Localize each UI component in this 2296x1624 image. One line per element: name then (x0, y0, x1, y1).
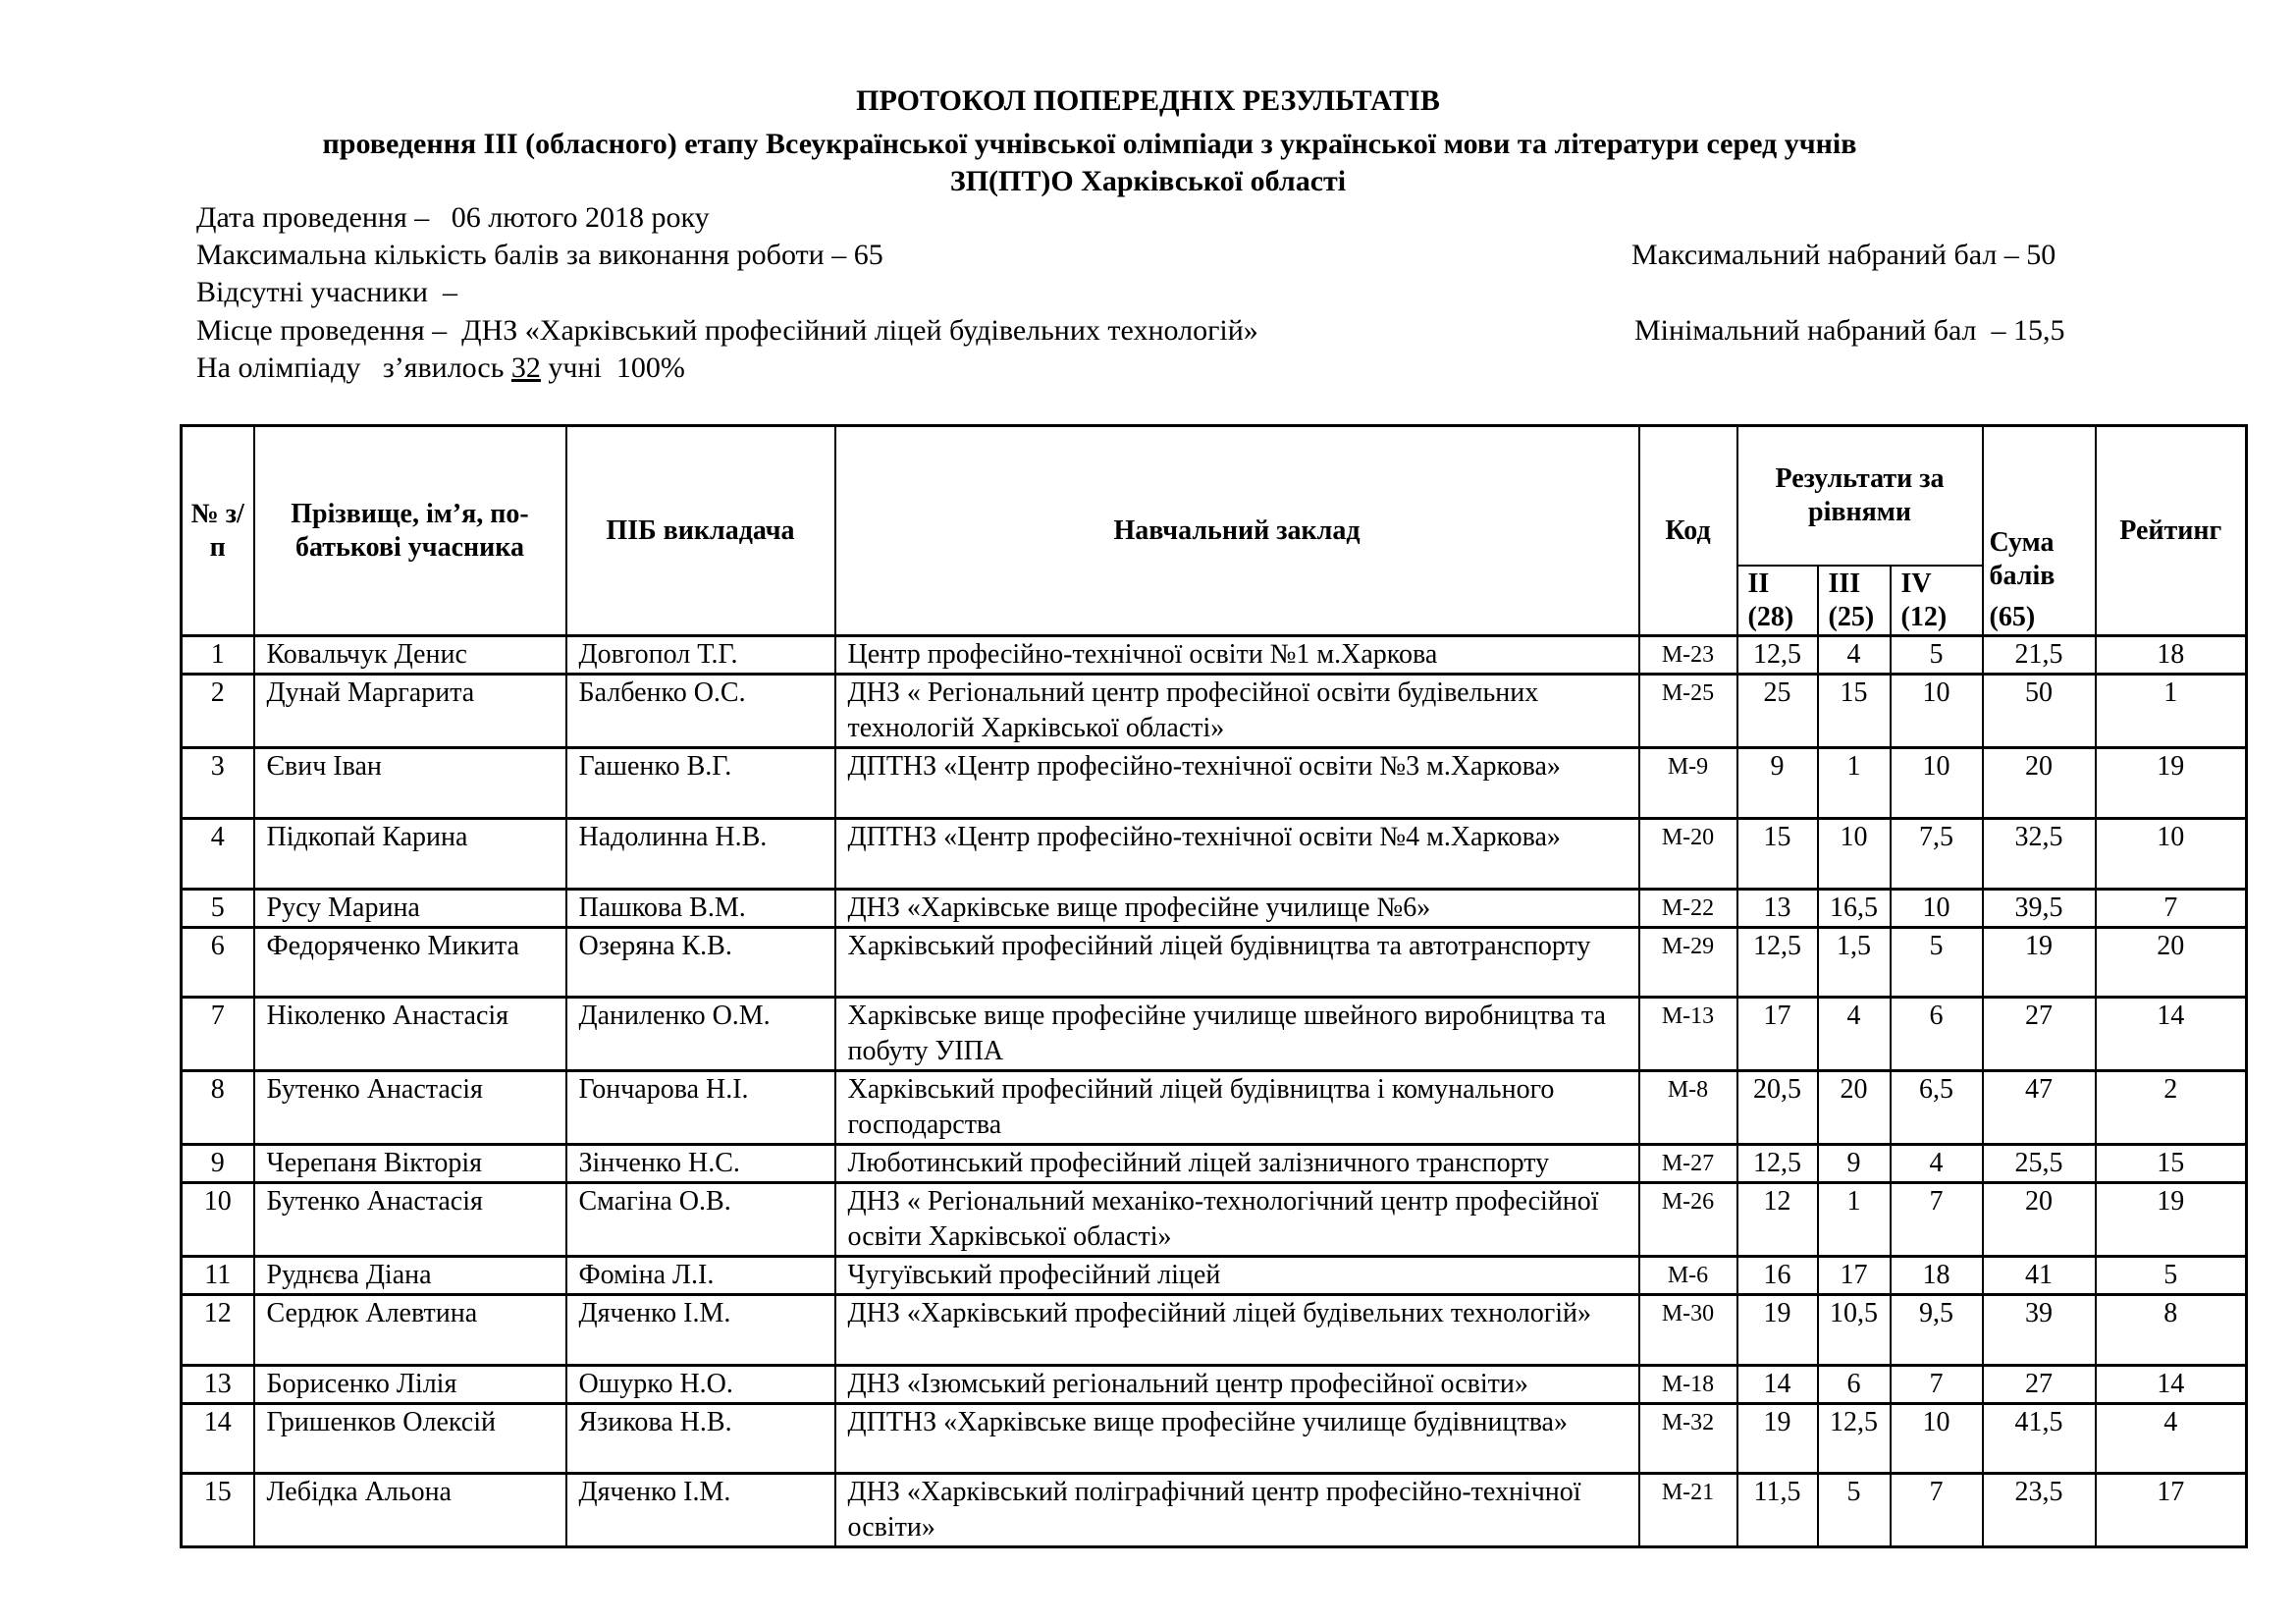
cell-teacher: Дяченко І.М. (566, 1474, 835, 1547)
cell-code: М-32 (1639, 1404, 1737, 1474)
cell-rating: 19 (2096, 748, 2247, 819)
cell-num: 5 (182, 890, 254, 928)
cell-l2: 19 (1737, 1295, 1818, 1366)
cell-name: Бутенко Анастасія (254, 1183, 566, 1257)
cell-num: 6 (182, 928, 254, 998)
cell-sum: 23,5 (1983, 1474, 2096, 1547)
cell-code: М-25 (1639, 675, 1737, 748)
cell-teacher: Зінченко Н.С. (566, 1145, 835, 1183)
cell-l3: 16,5 (1818, 890, 1891, 928)
header-sum (1983, 426, 2096, 636)
cell-teacher: Смагіна О.В. (566, 1183, 835, 1257)
table-row (182, 998, 2247, 1071)
cell-code: М-8 (1639, 1071, 1737, 1145)
cell-num: 1 (182, 636, 254, 675)
cell-school: ДНЗ «Ізюмський регіональний центр професійної освіти» (835, 1366, 1639, 1404)
cell-rating: 2 (2096, 1071, 2247, 1145)
header-level-3: ІІІ (25) (1818, 566, 1891, 636)
cell-l2: 9 (1737, 748, 1818, 819)
cell-l3: 10,5 (1818, 1295, 1891, 1366)
cell-rating: 14 (2096, 1366, 2247, 1404)
header-rating: Рейтинг (2096, 426, 2247, 636)
cell-code: М-6 (1639, 1257, 1737, 1295)
cell-l2: 25 (1737, 675, 1818, 748)
cell-l2: 12 (1737, 1183, 1818, 1257)
header-level-2: ІІ (28) (1737, 566, 1818, 636)
cell-school: Центр професійно-технічної освіти №1 м.Харкова (835, 636, 1639, 675)
cell-l4: 10 (1891, 675, 1983, 748)
cell-rating: 18 (2096, 636, 2247, 675)
cell-l4: 7 (1891, 1366, 1983, 1404)
cell-l2: 17 (1737, 998, 1818, 1071)
table-row (182, 1404, 2247, 1474)
cell-num: 7 (182, 998, 254, 1071)
cell-num: 14 (182, 1404, 254, 1474)
table-row (182, 1071, 2247, 1145)
cell-rating: 1 (2096, 675, 2247, 748)
cell-l3: 20 (1818, 1071, 1891, 1145)
cell-name: Черепаня Вікторія (254, 1145, 566, 1183)
info-max-points: Максимальна кількість балів за виконання роботи – 65 (196, 239, 883, 271)
cell-l3: 4 (1818, 636, 1891, 675)
cell-teacher: Ошурко Н.О. (566, 1366, 835, 1404)
cell-num: 13 (182, 1366, 254, 1404)
info-date: Дата проведення – 06 лютого 2018 року (196, 201, 710, 234)
cell-rating: 4 (2096, 1404, 2247, 1474)
document-subtitle: проведення ІІІ (обласного) етапу Всеукраїнської учнівської олімпіади з української мови та літератури серед учнів (322, 128, 1857, 160)
header-sum-label: Сума балів (1989, 527, 2056, 591)
cell-l4: 10 (1891, 1404, 1983, 1474)
cell-teacher: Пашкова В.М. (566, 890, 835, 928)
info-venue: Місце проведення – ДНЗ «Харківський професійний ліцей будівельних технологій» (196, 314, 1258, 347)
table-row (182, 1474, 2247, 1547)
cell-l3: 5 (1818, 1474, 1891, 1547)
cell-num: 3 (182, 748, 254, 819)
info-absent: Відсутні учасники – (196, 276, 457, 308)
cell-name: Федоряченко Микита (254, 928, 566, 998)
cell-l4: 5 (1891, 636, 1983, 675)
cell-num: 12 (182, 1295, 254, 1366)
cell-num: 11 (182, 1257, 254, 1295)
cell-num: 15 (182, 1474, 254, 1547)
document-subtitle-region: ЗП(ПТ)О Харківської області (949, 165, 1347, 197)
cell-l3: 17 (1818, 1257, 1891, 1295)
cell-l2: 11,5 (1737, 1474, 1818, 1547)
attended-suffix: учні 100% (540, 352, 685, 384)
header-level-4: IV (12) (1891, 566, 1983, 636)
cell-sum: 21,5 (1983, 636, 2096, 675)
header-school: Навчальний заклад (835, 426, 1639, 636)
header-name: Прізвище, ім’я, по-батькові учасника (254, 426, 566, 636)
cell-school: ДНЗ «Харківське вище професійне училище №6» (835, 890, 1639, 928)
cell-l4: 9,5 (1891, 1295, 1983, 1366)
cell-code: М-21 (1639, 1474, 1737, 1547)
cell-teacher: Дяченко І.М. (566, 1295, 835, 1366)
cell-l4: 7 (1891, 1183, 1983, 1257)
cell-sum: 50 (1983, 675, 2096, 748)
table-row (182, 748, 2247, 819)
cell-teacher: Язикова Н.В. (566, 1404, 835, 1474)
cell-teacher: Фоміна Л.І. (566, 1257, 835, 1295)
cell-l3: 9 (1818, 1145, 1891, 1183)
cell-school: Харківське вище професійне училище швейного виробництва та побуту УІПА (835, 998, 1639, 1071)
cell-name: Євич Іван (254, 748, 566, 819)
cell-sum: 27 (1983, 1366, 2096, 1404)
cell-rating: 14 (2096, 998, 2247, 1071)
cell-teacher: Даниленко О.М. (566, 998, 835, 1071)
cell-sum: 47 (1983, 1071, 2096, 1145)
cell-name: Борисенко Лілія (254, 1366, 566, 1404)
table-row (182, 928, 2247, 998)
cell-name: Руднєва Діана (254, 1257, 566, 1295)
document-title: ПРОТОКОЛ ПОПЕРЕДНІХ РЕЗУЛЬТАТІВ (856, 84, 1440, 117)
cell-name: Бутенко Анастасія (254, 1071, 566, 1145)
cell-code: М-9 (1639, 748, 1737, 819)
table-row (182, 819, 2247, 890)
cell-teacher: Балбенко О.С. (566, 675, 835, 748)
cell-name: Ніколенко Анастасія (254, 998, 566, 1071)
cell-rating: 10 (2096, 819, 2247, 890)
cell-l4: 7 (1891, 1474, 1983, 1547)
cell-code: М-26 (1639, 1183, 1737, 1257)
table-row (182, 1183, 2247, 1257)
cell-rating: 5 (2096, 1257, 2247, 1295)
cell-code: М-30 (1639, 1295, 1737, 1366)
cell-l4: 10 (1891, 748, 1983, 819)
cell-l4: 6,5 (1891, 1071, 1983, 1145)
cell-num: 2 (182, 675, 254, 748)
cell-rating: 17 (2096, 1474, 2247, 1547)
results-table (180, 424, 2248, 1548)
cell-l4: 18 (1891, 1257, 1983, 1295)
cell-school: Чугуївський професійний ліцей (835, 1257, 1639, 1295)
cell-teacher: Озеряна К.В. (566, 928, 835, 998)
cell-l2: 15 (1737, 819, 1818, 890)
cell-l2: 12,5 (1737, 928, 1818, 998)
cell-school: ДПТНЗ «Харківське вище професійне училище будівництва» (835, 1404, 1639, 1474)
cell-num: 8 (182, 1071, 254, 1145)
cell-code: М-23 (1639, 636, 1737, 675)
header-results: Результати за рівнями (1737, 426, 1983, 566)
header-teacher: ПІБ викладача (566, 426, 835, 636)
cell-num: 4 (182, 819, 254, 890)
cell-teacher: Гашенко В.Г. (566, 748, 835, 819)
cell-teacher: Гончарова Н.І. (566, 1071, 835, 1145)
cell-l2: 13 (1737, 890, 1818, 928)
attended-prefix: На олімпіаду з’явилось (196, 352, 511, 384)
table-row (182, 675, 2247, 748)
table-row (182, 636, 2247, 675)
cell-l4: 4 (1891, 1145, 1983, 1183)
cell-school: ДНЗ « Регіональний механіко-технологічний центр професійної освіти Харківської області» (835, 1183, 1639, 1257)
cell-l2: 12,5 (1737, 1145, 1818, 1183)
cell-sum: 20 (1983, 748, 2096, 819)
cell-sum: 32,5 (1983, 819, 2096, 890)
cell-sum: 41,5 (1983, 1404, 2096, 1474)
cell-name: Дунай Маргарита (254, 675, 566, 748)
cell-name: Лебідка Альона (254, 1474, 566, 1547)
cell-sum: 41 (1983, 1257, 2096, 1295)
cell-school: ДНЗ « Регіональний центр професійної освіти будівельних технологій Харківської області» (835, 675, 1639, 748)
table-row (182, 1366, 2247, 1404)
table-row (182, 1145, 2247, 1183)
cell-code: М-13 (1639, 998, 1737, 1071)
cell-code: М-18 (1639, 1366, 1737, 1404)
cell-name: Русу Марина (254, 890, 566, 928)
cell-school: ДНЗ «Харківський поліграфічний центр професійно-технічної освіти» (835, 1474, 1639, 1547)
cell-school: Харківський професійний ліцей будівництва і комунального господарства (835, 1071, 1639, 1145)
cell-l4: 5 (1891, 928, 1983, 998)
cell-school: Харківський професійний ліцей будівництва та автотранспорту (835, 928, 1639, 998)
cell-rating: 20 (2096, 928, 2247, 998)
cell-school: ДПТНЗ «Центр професійно-технічної освіти №4 м.Харкова» (835, 819, 1639, 890)
cell-rating: 7 (2096, 890, 2247, 928)
cell-sum: 20 (1983, 1183, 2096, 1257)
table-row (182, 1257, 2247, 1295)
table-row (182, 1295, 2247, 1366)
header-num: № з/п (182, 426, 254, 636)
cell-rating: 8 (2096, 1295, 2247, 1366)
cell-l2: 19 (1737, 1404, 1818, 1474)
cell-l2: 20,5 (1737, 1071, 1818, 1145)
table-row (182, 890, 2247, 928)
cell-code: М-20 (1639, 819, 1737, 890)
cell-l3: 1 (1818, 1183, 1891, 1257)
cell-code: М-29 (1639, 928, 1737, 998)
cell-sum: 27 (1983, 998, 2096, 1071)
attended-count: 32 (510, 352, 541, 384)
cell-l3: 15 (1818, 675, 1891, 748)
cell-l2: 12,5 (1737, 636, 1818, 675)
cell-school: Люботинський професійний ліцей залізничного транспорту (835, 1145, 1639, 1183)
cell-sum: 39 (1983, 1295, 2096, 1366)
header-sum-max: (65) (1989, 602, 2036, 632)
cell-sum: 19 (1983, 928, 2096, 998)
cell-num: 10 (182, 1183, 254, 1257)
header-code: Код (1639, 426, 1737, 636)
cell-l2: 14 (1737, 1366, 1818, 1404)
cell-l4: 10 (1891, 890, 1983, 928)
cell-teacher: Надолинна Н.В. (566, 819, 835, 890)
cell-l4: 6 (1891, 998, 1983, 1071)
cell-school: ДНЗ «Харківський професійний ліцей будівельних технологій» (835, 1295, 1639, 1366)
cell-teacher: Довгопол Т.Г. (566, 636, 835, 675)
cell-l4: 7,5 (1891, 819, 1983, 890)
cell-code: М-27 (1639, 1145, 1737, 1183)
cell-l3: 6 (1818, 1366, 1891, 1404)
info-min-scored: Мінімальний набраний бал – 15,5 (1634, 314, 2065, 347)
cell-name: Гришенков Олексій (254, 1404, 566, 1474)
cell-sum: 39,5 (1983, 890, 2096, 928)
cell-l3: 10 (1818, 819, 1891, 890)
cell-name: Сердюк Алевтина (254, 1295, 566, 1366)
cell-code: М-22 (1639, 890, 1737, 928)
cell-num: 9 (182, 1145, 254, 1183)
cell-sum: 25,5 (1983, 1145, 2096, 1183)
cell-l3: 1 (1818, 748, 1891, 819)
cell-name: Ковальчук Денис (254, 636, 566, 675)
cell-school: ДПТНЗ «Центр професійно-технічної освіти №3 м.Харкова» (835, 748, 1639, 819)
cell-l3: 1,5 (1818, 928, 1891, 998)
info-attended (196, 352, 685, 385)
info-max-scored: Максимальний набраний бал – 50 (1631, 239, 2056, 271)
cell-l3: 12,5 (1818, 1404, 1891, 1474)
cell-l2: 16 (1737, 1257, 1818, 1295)
cell-rating: 19 (2096, 1183, 2247, 1257)
cell-rating: 15 (2096, 1145, 2247, 1183)
cell-l3: 4 (1818, 998, 1891, 1071)
cell-name: Підкопай Карина (254, 819, 566, 890)
